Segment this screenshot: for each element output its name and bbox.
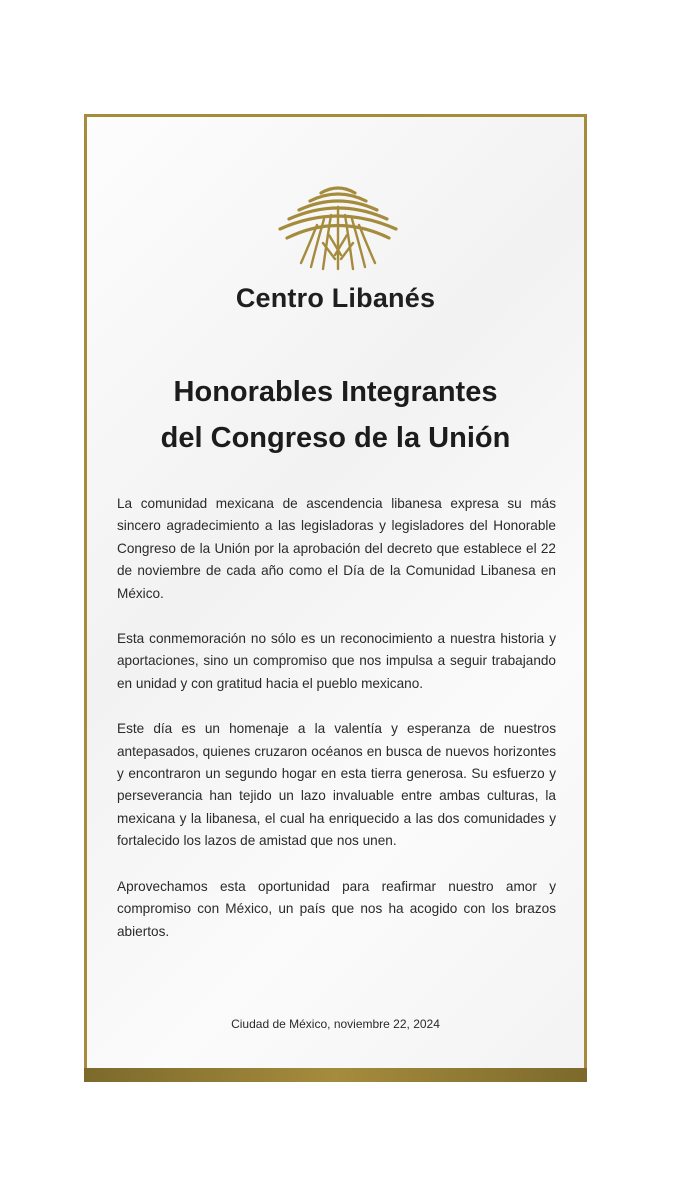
dateline: Ciudad de México, noviembre 22, 2024 [231,1017,440,1031]
brand-name: Centro Libanés [235,283,436,313]
gold-footer-band [84,1068,587,1082]
paragraph-1: La comunidad mexicana de ascendencia libanesa expresa su más sincero agradecimiento a las legisladoras y legisladores del Honorable Congreso de la Unión por la aprobación del decreto que establece el 22 de noviembre de cada año como el Día de la Comunidad Libanesa en México. [117,496,556,601]
headline-line-2: del Congreso de la Unión [160,422,511,454]
paragraph-4: Aprovechamos esta oportunidad para reafirmar nuestro amor y compromiso con México, un país que nos ha acogido con los brazos abiertos. [117,878,556,939]
paragraph-3: Este día es un homenaje a la valentía y esperanza de nuestros antepasados, quienes cruzaron océanos en busca de nuevos horizontes y encontraron un segundo hogar en esta tierra generosa. Su esfuerzo y perseverancia han tejido un lazo invaluable entre ambas culturas, la mexicana y la libanesa, el cual ha enriquecido a las dos comunidades y fortalecido los lazos de amistad que nos unen. [117,721,556,849]
cedar-tree-logo-icon [277,185,399,273]
headline-line-1: Honorables Integrantes [173,376,498,408]
letter-body [117,493,556,966]
headline [87,369,584,461]
paragraph-2: Esta conmemoración no sólo es un reconocimiento a nuestra historia y aportaciones, sino un compromiso que nos impulsa a seguir trabajando en unidad y con gratitud hacia el pueblo mexicano. [117,631,556,691]
announcement-card [84,114,587,1082]
